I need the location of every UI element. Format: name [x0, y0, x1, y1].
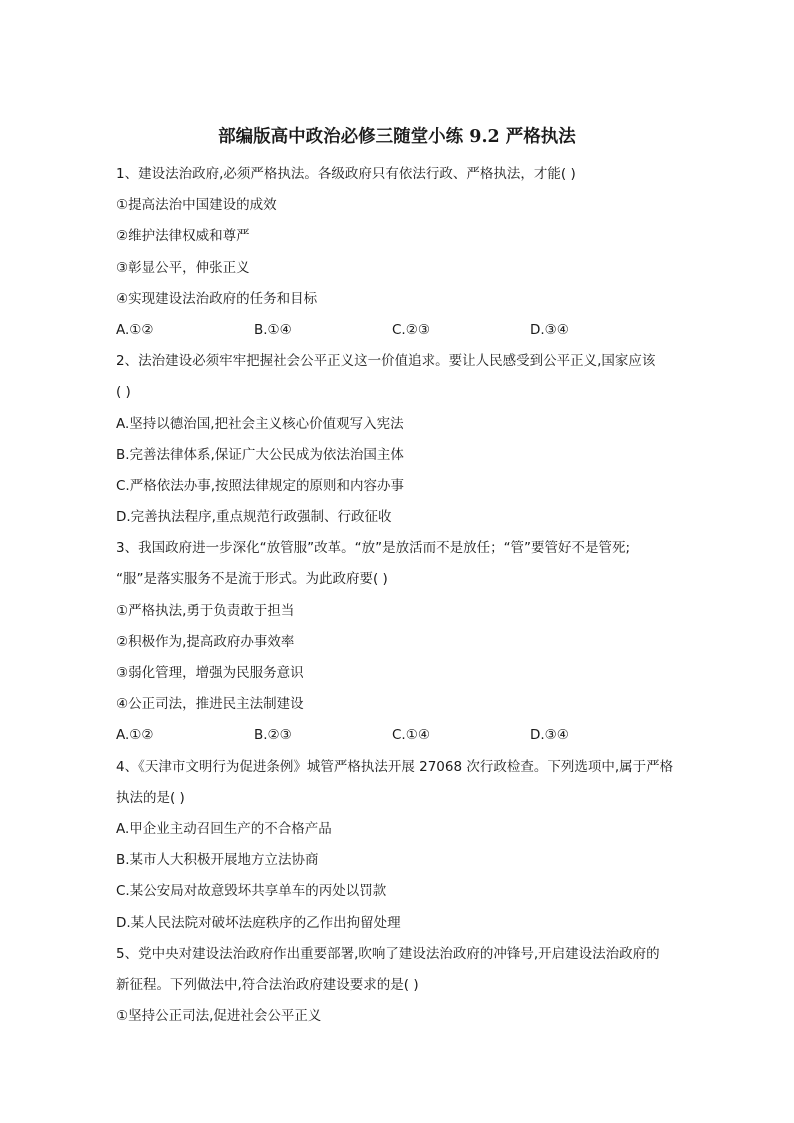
question-stem-continued: 新征程。下列做法中,符合法治政府建设要求的是( ) — [116, 976, 419, 993]
choice-c: C.某公安局对故意毁坏共享单车的丙处以罚款 — [116, 883, 387, 900]
question-stem: 5、党中央对建设法治政府作出重要部署,吹响了建设法治政府的冲锋号,开启建设法治政府的 — [116, 945, 660, 962]
statement-item: ③彰显公平，伸张正义 — [116, 259, 250, 276]
choice-a: A.甲企业主动召回生产的不合格产品 — [116, 820, 332, 837]
choice-b: B.某市人大积极开展地方立法协商 — [116, 852, 319, 869]
document-title: 部编版高中政治必修三随堂小练 9.2 严格执法 — [218, 127, 576, 147]
question-3 — [116, 536, 686, 754]
question-list — [116, 162, 686, 1035]
statement-item: ①提高法治中国建设的成效 — [116, 197, 277, 214]
question-stem: 4、《天津市文明行为促进条例》城管严格执法开展 27068 次行政检查。下列选项中,属于严格 — [116, 758, 674, 775]
option-a: A.①② — [116, 727, 154, 744]
answer-options — [116, 318, 686, 349]
choice-d: D.完善执法程序,重点规范行政强制、行政征收 — [116, 509, 392, 526]
option-a: A.①② — [116, 321, 154, 338]
statement-item: ②积极作为,提高政府办事效率 — [116, 633, 295, 650]
statement-item: ③弱化管理，增强为民服务意识 — [116, 665, 304, 681]
question-5 — [116, 942, 686, 1036]
question-stem-continued: “服”是落实服务不是流于形式。为此政府要( ) — [116, 571, 388, 588]
question-stem-continued: ( ) — [116, 384, 131, 401]
question-stem: 1、建设法治政府,必须严格执法。各级政府只有依法行政、严格执法，才能( ) — [116, 166, 576, 182]
question-stem: 3、我国政府进一步深化“放管服”改革。“放”是放活而不是放任；“管”要管好不是管死; — [116, 540, 631, 557]
question-1 — [116, 162, 686, 349]
statement-item: ①严格执法,勇于负责敢于担当 — [116, 602, 295, 619]
choice-d: D.某人民法院对破坏法庭秩序的乙作出拘留处理 — [116, 914, 401, 931]
question-stem: 2、法治建设必须牢牢把握社会公平正义这一价值追求。要让人民感受到公平正义,国家应该 — [116, 353, 656, 370]
option-d: D.③④ — [530, 321, 569, 338]
option-b: B.②③ — [254, 727, 292, 744]
question-4 — [116, 755, 686, 942]
choice-b: B.完善法律体系,保证广大公民成为依法治国主体 — [116, 446, 404, 463]
statement-item: ②维护法律权威和尊严 — [116, 228, 250, 245]
question-2 — [116, 349, 686, 536]
statement-item: ④公正司法，推进民主法制建设 — [116, 696, 304, 713]
statement-item: ④实现建设法治政府的任务和目标 — [116, 290, 318, 307]
choice-a: A.坚持以德治国,把社会主义核心价值观写入宪法 — [116, 415, 404, 432]
option-b: B.①④ — [254, 321, 292, 338]
question-stem-continued: 执法的是( ) — [116, 789, 185, 806]
statement-item: ①坚持公正司法,促进社会公平正义 — [116, 1008, 322, 1025]
choice-c: C.严格依法办事,按照法律规定的原则和内容办事 — [116, 477, 405, 494]
option-c: C.①④ — [392, 727, 430, 744]
option-c: C.②③ — [392, 321, 430, 338]
answer-options — [116, 723, 686, 754]
option-d: D.③④ — [530, 727, 569, 744]
